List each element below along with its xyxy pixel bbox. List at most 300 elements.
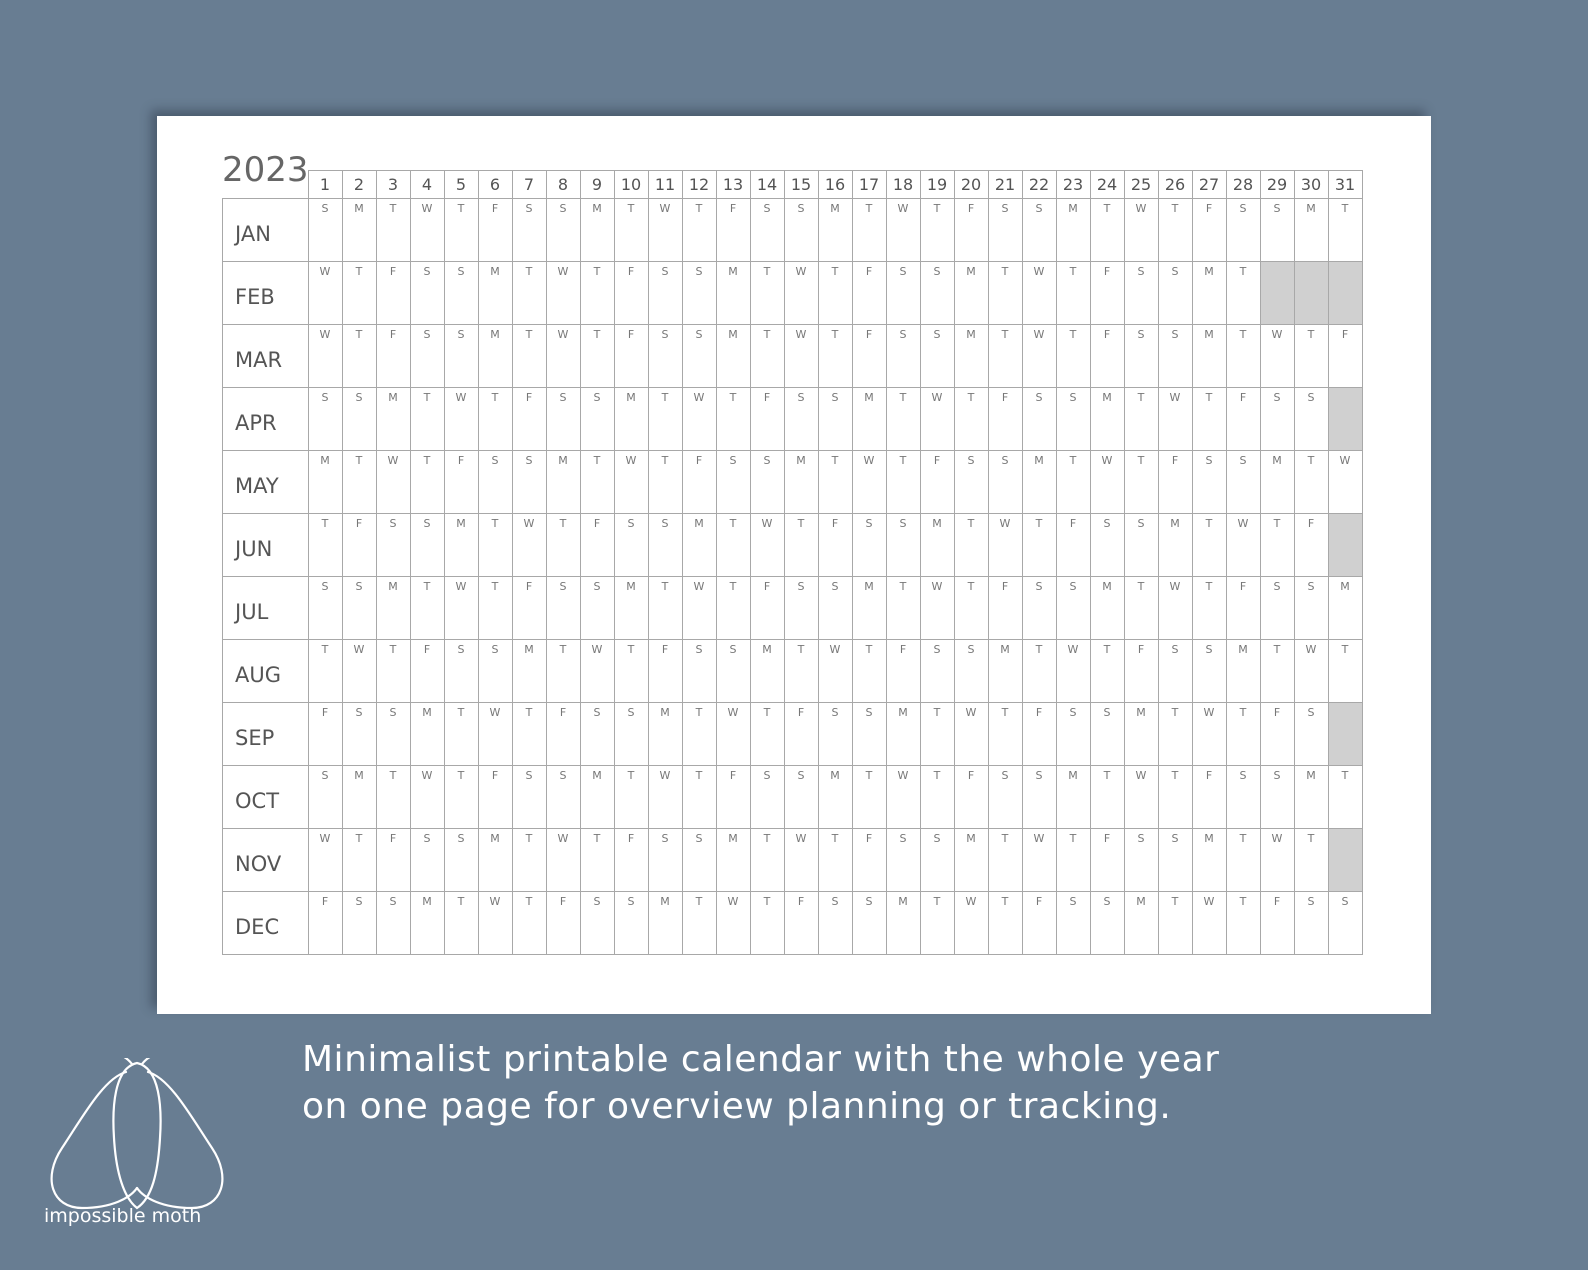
day-cell[interactable]: W: [1022, 261, 1056, 324]
day-cell[interactable]: T: [988, 261, 1022, 324]
day-cell[interactable]: T: [1090, 765, 1124, 828]
day-cell[interactable]: S: [444, 324, 478, 387]
day-cell[interactable]: T: [988, 324, 1022, 387]
day-cell[interactable]: S: [818, 576, 852, 639]
day-cell[interactable]: S: [580, 387, 614, 450]
day-cell[interactable]: M: [546, 450, 580, 513]
day-cell[interactable]: S: [1260, 576, 1294, 639]
day-cell[interactable]: S: [784, 198, 818, 261]
day-cell[interactable]: T: [376, 198, 410, 261]
day-cell[interactable]: S: [444, 261, 478, 324]
day-cell[interactable]: W: [988, 513, 1022, 576]
day-cell[interactable]: T: [512, 828, 546, 891]
day-cell[interactable]: F: [614, 828, 648, 891]
day-cell[interactable]: W: [614, 450, 648, 513]
day-cell[interactable]: F: [1090, 324, 1124, 387]
day-cell[interactable]: S: [886, 261, 920, 324]
day-cell[interactable]: W: [784, 324, 818, 387]
day-cell[interactable]: W: [444, 576, 478, 639]
day-cell[interactable]: F: [546, 891, 580, 954]
day-cell[interactable]: F: [1090, 261, 1124, 324]
day-cell[interactable]: W: [580, 639, 614, 702]
day-cell[interactable]: F: [954, 198, 988, 261]
day-cell[interactable]: T: [512, 702, 546, 765]
day-cell[interactable]: T: [478, 387, 512, 450]
day-cell[interactable]: T: [614, 765, 648, 828]
day-cell[interactable]: F: [376, 324, 410, 387]
day-cell[interactable]: F: [308, 891, 342, 954]
day-cell[interactable]: S: [682, 261, 716, 324]
day-cell[interactable]: F: [988, 576, 1022, 639]
day-cell[interactable]: T: [920, 765, 954, 828]
day-cell[interactable]: T: [682, 891, 716, 954]
day-cell[interactable]: T: [308, 639, 342, 702]
day-cell[interactable]: S: [852, 891, 886, 954]
day-cell[interactable]: W: [852, 450, 886, 513]
day-cell[interactable]: T: [648, 576, 682, 639]
day-cell[interactable]: W: [1260, 324, 1294, 387]
day-cell[interactable]: S: [546, 198, 580, 261]
day-cell[interactable]: T: [682, 198, 716, 261]
day-cell[interactable]: F: [410, 639, 444, 702]
day-cell[interactable]: F: [1260, 702, 1294, 765]
day-cell[interactable]: T: [444, 765, 478, 828]
day-cell[interactable]: W: [308, 261, 342, 324]
day-cell[interactable]: T: [580, 450, 614, 513]
day-cell[interactable]: T: [1328, 198, 1362, 261]
day-cell[interactable]: T: [1226, 891, 1260, 954]
day-cell[interactable]: S: [1022, 765, 1056, 828]
day-cell[interactable]: M: [1226, 639, 1260, 702]
day-cell[interactable]: W: [1124, 198, 1158, 261]
day-cell[interactable]: S: [784, 576, 818, 639]
day-cell[interactable]: W: [716, 891, 750, 954]
day-cell[interactable]: M: [614, 576, 648, 639]
day-cell[interactable]: W: [1192, 891, 1226, 954]
day-cell[interactable]: T: [818, 828, 852, 891]
day-cell[interactable]: W: [750, 513, 784, 576]
day-cell[interactable]: S: [614, 513, 648, 576]
day-cell[interactable]: T: [988, 891, 1022, 954]
day-cell[interactable]: S: [1090, 513, 1124, 576]
day-cell[interactable]: S: [342, 387, 376, 450]
day-cell[interactable]: S: [648, 324, 682, 387]
day-cell[interactable]: F: [1158, 450, 1192, 513]
day-cell[interactable]: W: [546, 828, 580, 891]
day-cell[interactable]: T: [920, 891, 954, 954]
day-cell[interactable]: W: [1158, 387, 1192, 450]
day-cell[interactable]: W: [716, 702, 750, 765]
day-cell[interactable]: M: [1090, 387, 1124, 450]
day-cell[interactable]: T: [1158, 198, 1192, 261]
day-cell[interactable]: F: [852, 261, 886, 324]
day-cell[interactable]: M: [682, 513, 716, 576]
day-cell[interactable]: M: [716, 828, 750, 891]
day-cell[interactable]: F: [750, 387, 784, 450]
day-cell[interactable]: M: [886, 891, 920, 954]
day-cell[interactable]: F: [1124, 639, 1158, 702]
day-cell[interactable]: S: [920, 261, 954, 324]
day-cell[interactable]: T: [1158, 702, 1192, 765]
day-cell[interactable]: S: [886, 513, 920, 576]
day-cell[interactable]: F: [376, 828, 410, 891]
day-cell[interactable]: S: [852, 513, 886, 576]
day-cell[interactable]: F: [920, 450, 954, 513]
day-cell[interactable]: F: [444, 450, 478, 513]
day-cell[interactable]: F: [716, 765, 750, 828]
day-cell[interactable]: S: [716, 450, 750, 513]
day-cell[interactable]: M: [1260, 450, 1294, 513]
day-cell[interactable]: S: [614, 891, 648, 954]
day-cell[interactable]: T: [478, 513, 512, 576]
day-cell[interactable]: S: [410, 324, 444, 387]
day-cell[interactable]: W: [546, 261, 580, 324]
day-cell[interactable]: M: [1192, 261, 1226, 324]
day-cell[interactable]: T: [342, 828, 376, 891]
day-cell[interactable]: W: [1328, 450, 1362, 513]
day-cell[interactable]: T: [716, 387, 750, 450]
day-cell[interactable]: T: [682, 765, 716, 828]
day-cell[interactable]: S: [478, 450, 512, 513]
day-cell[interactable]: S: [818, 891, 852, 954]
day-cell[interactable]: S: [342, 702, 376, 765]
day-cell[interactable]: S: [1294, 576, 1328, 639]
day-cell[interactable]: F: [886, 639, 920, 702]
day-cell[interactable]: W: [954, 891, 988, 954]
day-cell[interactable]: W: [444, 387, 478, 450]
day-cell[interactable]: T: [1294, 324, 1328, 387]
day-cell[interactable]: F: [1226, 576, 1260, 639]
day-cell[interactable]: W: [512, 513, 546, 576]
day-cell[interactable]: T: [1226, 324, 1260, 387]
day-cell[interactable]: T: [1192, 387, 1226, 450]
day-cell[interactable]: S: [1056, 702, 1090, 765]
day-cell[interactable]: S: [376, 891, 410, 954]
day-cell[interactable]: T: [1260, 513, 1294, 576]
day-cell[interactable]: W: [478, 702, 512, 765]
day-cell[interactable]: T: [614, 639, 648, 702]
day-cell[interactable]: M: [1192, 324, 1226, 387]
day-cell[interactable]: M: [818, 765, 852, 828]
day-cell[interactable]: W: [410, 198, 444, 261]
day-cell[interactable]: W: [648, 765, 682, 828]
day-cell[interactable]: T: [1158, 765, 1192, 828]
day-cell[interactable]: F: [784, 891, 818, 954]
day-cell[interactable]: S: [1124, 828, 1158, 891]
day-cell[interactable]: M: [852, 387, 886, 450]
day-cell[interactable]: M: [1022, 450, 1056, 513]
day-cell[interactable]: T: [784, 513, 818, 576]
day-cell[interactable]: M: [342, 198, 376, 261]
day-cell[interactable]: T: [308, 513, 342, 576]
day-cell[interactable]: T: [342, 261, 376, 324]
day-cell[interactable]: M: [1158, 513, 1192, 576]
day-cell[interactable]: T: [1192, 576, 1226, 639]
day-cell[interactable]: T: [852, 639, 886, 702]
day-cell[interactable]: S: [1158, 324, 1192, 387]
day-cell[interactable]: T: [988, 828, 1022, 891]
day-cell[interactable]: M: [954, 828, 988, 891]
day-cell[interactable]: M: [1294, 198, 1328, 261]
day-cell[interactable]: S: [444, 828, 478, 891]
day-cell[interactable]: T: [444, 702, 478, 765]
day-cell[interactable]: S: [478, 639, 512, 702]
day-cell[interactable]: T: [750, 828, 784, 891]
day-cell[interactable]: W: [1056, 639, 1090, 702]
day-cell[interactable]: M: [1056, 765, 1090, 828]
day-cell[interactable]: T: [818, 261, 852, 324]
day-cell[interactable]: T: [1192, 513, 1226, 576]
day-cell[interactable]: F: [512, 576, 546, 639]
day-cell[interactable]: T: [1294, 828, 1328, 891]
day-cell[interactable]: T: [546, 639, 580, 702]
day-cell[interactable]: T: [614, 198, 648, 261]
day-cell[interactable]: S: [342, 891, 376, 954]
day-cell[interactable]: S: [784, 387, 818, 450]
day-cell[interactable]: T: [818, 450, 852, 513]
day-cell[interactable]: S: [614, 702, 648, 765]
day-cell[interactable]: W: [886, 198, 920, 261]
day-cell[interactable]: S: [954, 639, 988, 702]
day-cell[interactable]: F: [818, 513, 852, 576]
day-cell[interactable]: F: [1022, 702, 1056, 765]
day-cell[interactable]: W: [376, 450, 410, 513]
day-cell[interactable]: S: [648, 261, 682, 324]
day-cell[interactable]: T: [1056, 261, 1090, 324]
day-cell[interactable]: T: [750, 261, 784, 324]
day-cell[interactable]: S: [308, 198, 342, 261]
day-cell[interactable]: S: [410, 261, 444, 324]
day-cell[interactable]: F: [376, 261, 410, 324]
day-cell[interactable]: M: [580, 765, 614, 828]
day-cell[interactable]: W: [308, 828, 342, 891]
day-cell[interactable]: M: [342, 765, 376, 828]
day-cell[interactable]: S: [1090, 702, 1124, 765]
day-cell[interactable]: S: [682, 828, 716, 891]
day-cell[interactable]: T: [512, 891, 546, 954]
day-cell[interactable]: S: [648, 513, 682, 576]
day-cell[interactable]: S: [512, 198, 546, 261]
day-cell[interactable]: T: [648, 387, 682, 450]
day-cell[interactable]: F: [512, 387, 546, 450]
day-cell[interactable]: W: [410, 765, 444, 828]
day-cell[interactable]: S: [1192, 639, 1226, 702]
day-cell[interactable]: S: [1124, 324, 1158, 387]
day-cell[interactable]: T: [342, 324, 376, 387]
day-cell[interactable]: W: [920, 387, 954, 450]
day-cell[interactable]: W: [682, 576, 716, 639]
day-cell[interactable]: F: [682, 450, 716, 513]
day-cell[interactable]: F: [954, 765, 988, 828]
day-cell[interactable]: F: [1056, 513, 1090, 576]
day-cell[interactable]: S: [1022, 198, 1056, 261]
day-cell[interactable]: T: [648, 450, 682, 513]
day-cell[interactable]: F: [546, 702, 580, 765]
day-cell[interactable]: M: [376, 387, 410, 450]
day-cell[interactable]: S: [308, 387, 342, 450]
day-cell[interactable]: F: [988, 387, 1022, 450]
day-cell[interactable]: S: [818, 387, 852, 450]
day-cell[interactable]: T: [716, 576, 750, 639]
day-cell[interactable]: S: [410, 828, 444, 891]
day-cell[interactable]: T: [1260, 639, 1294, 702]
day-cell[interactable]: F: [478, 765, 512, 828]
day-cell[interactable]: T: [1328, 765, 1362, 828]
day-cell[interactable]: W: [478, 891, 512, 954]
day-cell[interactable]: T: [954, 513, 988, 576]
day-cell[interactable]: S: [818, 702, 852, 765]
day-cell[interactable]: M: [716, 324, 750, 387]
day-cell[interactable]: S: [1056, 387, 1090, 450]
day-cell[interactable]: M: [1056, 198, 1090, 261]
day-cell[interactable]: M: [954, 324, 988, 387]
day-cell[interactable]: W: [1294, 639, 1328, 702]
day-cell[interactable]: T: [1158, 891, 1192, 954]
day-cell[interactable]: W: [886, 765, 920, 828]
day-cell[interactable]: S: [580, 576, 614, 639]
day-cell[interactable]: M: [716, 261, 750, 324]
day-cell[interactable]: S: [750, 198, 784, 261]
day-cell[interactable]: M: [478, 828, 512, 891]
day-cell[interactable]: T: [1056, 450, 1090, 513]
day-cell[interactable]: S: [1226, 198, 1260, 261]
day-cell[interactable]: S: [1022, 576, 1056, 639]
day-cell[interactable]: T: [750, 891, 784, 954]
day-cell[interactable]: M: [886, 702, 920, 765]
day-cell[interactable]: T: [580, 828, 614, 891]
day-cell[interactable]: S: [1158, 261, 1192, 324]
day-cell[interactable]: S: [886, 324, 920, 387]
day-cell[interactable]: S: [1124, 261, 1158, 324]
day-cell[interactable]: S: [716, 639, 750, 702]
day-cell[interactable]: S: [308, 576, 342, 639]
day-cell[interactable]: M: [512, 639, 546, 702]
day-cell[interactable]: T: [1226, 702, 1260, 765]
day-cell[interactable]: F: [716, 198, 750, 261]
day-cell[interactable]: S: [512, 450, 546, 513]
day-cell[interactable]: S: [1226, 450, 1260, 513]
day-cell[interactable]: S: [682, 324, 716, 387]
day-cell[interactable]: S: [1192, 450, 1226, 513]
day-cell[interactable]: T: [580, 261, 614, 324]
day-cell[interactable]: T: [682, 702, 716, 765]
day-cell[interactable]: M: [784, 450, 818, 513]
day-cell[interactable]: S: [376, 702, 410, 765]
day-cell[interactable]: W: [784, 828, 818, 891]
day-cell[interactable]: S: [988, 198, 1022, 261]
day-cell[interactable]: T: [1090, 639, 1124, 702]
day-cell[interactable]: T: [954, 387, 988, 450]
day-cell[interactable]: S: [1260, 387, 1294, 450]
day-cell[interactable]: S: [750, 765, 784, 828]
day-cell[interactable]: T: [886, 450, 920, 513]
day-cell[interactable]: T: [410, 576, 444, 639]
day-cell[interactable]: F: [750, 576, 784, 639]
day-cell[interactable]: F: [1226, 387, 1260, 450]
day-cell[interactable]: S: [580, 702, 614, 765]
day-cell[interactable]: T: [478, 576, 512, 639]
day-cell[interactable]: S: [988, 450, 1022, 513]
day-cell[interactable]: M: [920, 513, 954, 576]
day-cell[interactable]: T: [1090, 198, 1124, 261]
day-cell[interactable]: T: [376, 639, 410, 702]
day-cell[interactable]: M: [410, 702, 444, 765]
day-cell[interactable]: T: [784, 639, 818, 702]
day-cell[interactable]: F: [1022, 891, 1056, 954]
day-cell[interactable]: S: [376, 513, 410, 576]
day-cell[interactable]: F: [1328, 324, 1362, 387]
day-cell[interactable]: W: [1090, 450, 1124, 513]
day-cell[interactable]: W: [920, 576, 954, 639]
day-cell[interactable]: T: [1226, 828, 1260, 891]
day-cell[interactable]: W: [784, 261, 818, 324]
day-cell[interactable]: S: [1158, 639, 1192, 702]
day-cell[interactable]: W: [1226, 513, 1260, 576]
day-cell[interactable]: M: [1294, 765, 1328, 828]
day-cell[interactable]: F: [852, 828, 886, 891]
day-cell[interactable]: M: [478, 324, 512, 387]
day-cell[interactable]: T: [954, 576, 988, 639]
day-cell[interactable]: S: [852, 702, 886, 765]
day-cell[interactable]: W: [342, 639, 376, 702]
day-cell[interactable]: W: [954, 702, 988, 765]
day-cell[interactable]: W: [1158, 576, 1192, 639]
day-cell[interactable]: S: [1090, 891, 1124, 954]
day-cell[interactable]: M: [444, 513, 478, 576]
day-cell[interactable]: F: [478, 198, 512, 261]
day-cell[interactable]: S: [1294, 891, 1328, 954]
day-cell[interactable]: W: [682, 387, 716, 450]
day-cell[interactable]: S: [920, 639, 954, 702]
day-cell[interactable]: S: [988, 765, 1022, 828]
day-cell[interactable]: S: [1260, 765, 1294, 828]
day-cell[interactable]: S: [886, 828, 920, 891]
day-cell[interactable]: M: [954, 261, 988, 324]
day-cell[interactable]: F: [614, 324, 648, 387]
day-cell[interactable]: T: [342, 450, 376, 513]
day-cell[interactable]: S: [1260, 198, 1294, 261]
day-cell[interactable]: W: [1124, 765, 1158, 828]
day-cell[interactable]: M: [1124, 702, 1158, 765]
day-cell[interactable]: T: [886, 576, 920, 639]
day-cell[interactable]: S: [920, 828, 954, 891]
day-cell[interactable]: T: [886, 387, 920, 450]
day-cell[interactable]: T: [1056, 324, 1090, 387]
day-cell[interactable]: W: [1192, 702, 1226, 765]
day-cell[interactable]: S: [1294, 702, 1328, 765]
day-cell[interactable]: M: [988, 639, 1022, 702]
day-cell[interactable]: T: [1124, 387, 1158, 450]
day-cell[interactable]: W: [1022, 828, 1056, 891]
day-cell[interactable]: M: [1192, 828, 1226, 891]
day-cell[interactable]: S: [682, 639, 716, 702]
day-cell[interactable]: M: [1124, 891, 1158, 954]
day-cell[interactable]: F: [648, 639, 682, 702]
day-cell[interactable]: T: [444, 891, 478, 954]
day-cell[interactable]: M: [852, 576, 886, 639]
day-cell[interactable]: T: [920, 702, 954, 765]
day-cell[interactable]: S: [1294, 387, 1328, 450]
day-cell[interactable]: T: [580, 324, 614, 387]
day-cell[interactable]: W: [308, 324, 342, 387]
day-cell[interactable]: M: [478, 261, 512, 324]
day-cell[interactable]: F: [1090, 828, 1124, 891]
day-cell[interactable]: S: [1328, 891, 1362, 954]
day-cell[interactable]: S: [1226, 765, 1260, 828]
day-cell[interactable]: T: [988, 702, 1022, 765]
day-cell[interactable]: M: [818, 198, 852, 261]
day-cell[interactable]: T: [444, 198, 478, 261]
